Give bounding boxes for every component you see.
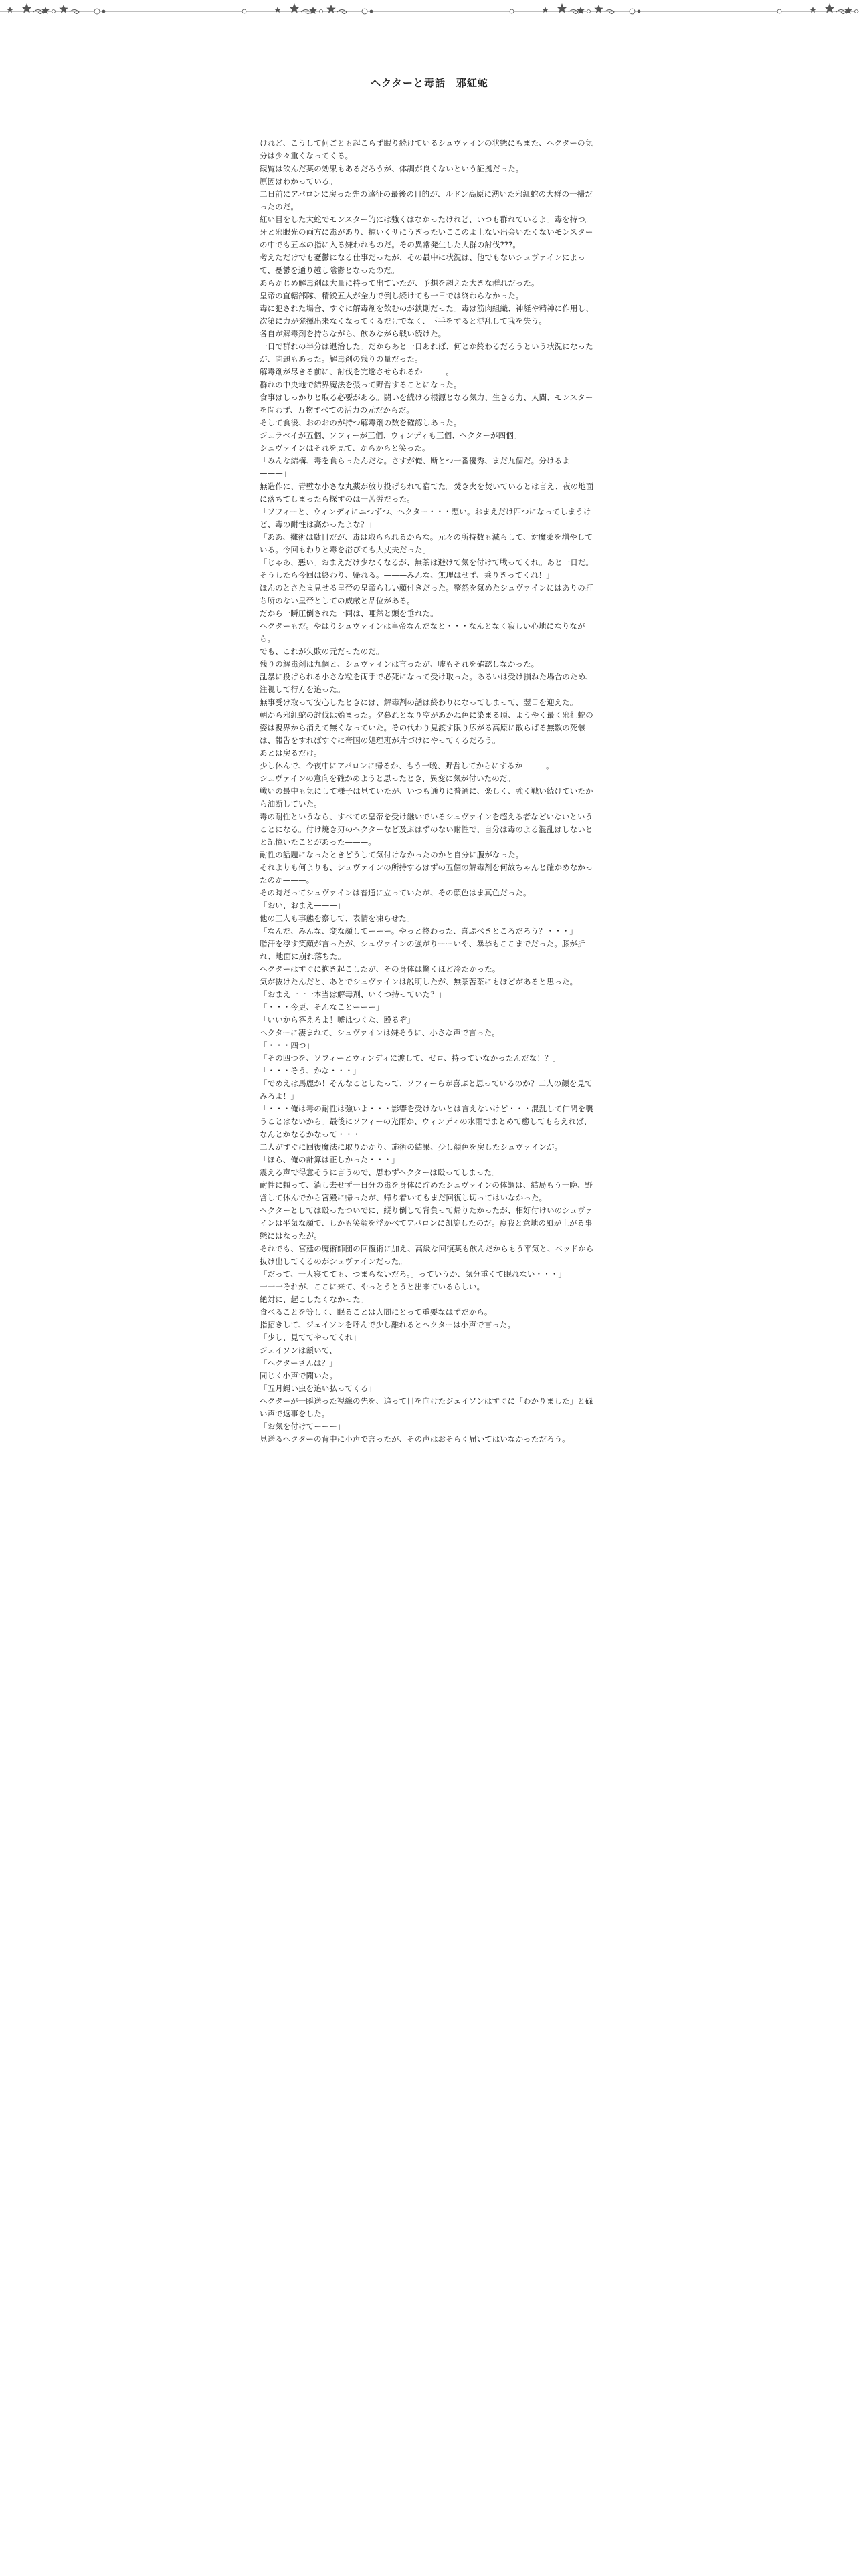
story-paragraph: 毒に犯された場合、すぐに解毒剤を飲むのが鉄則だった。毒は筋肉組織、神経や精神に作用し、次第に力が発揮出来なくなってくるだけでなく、下手をすると混乱して我を失う。 [260,304,593,326]
story-paragraph: 一一一それが、ここに来て、やっとうとうと出来ているらしい。 [260,1282,485,1291]
story-paragraph: 無造作に、青壁な小さな丸薬が放り投げられて宿てた。焚き火を焚いているとは言え、夜の地面に落ちてしまったら探すのは一苦労だった。 [260,481,594,504]
story-paragraph: シュヴァインはそれを見て、からからと笑った。 [260,443,430,453]
story-paragraph: 「ああ、攤術は駄目だが、毒は取らられるからな。元々の所持数も減らして、対魔薬を増やしている。今回もわりと毒を浴びても大丈夫だった」 [260,532,593,554]
story-paragraph: 食事はしっかりと取る必要がある。闘いを続ける根源となる気力、生きる力、人間、モンスターを問わず、万物すべての活力の元だからだ。 [260,393,593,415]
page-title: ヘクターと毒話 邪紅蛇 [371,77,488,90]
story-paragraph: 残りの解毒剤は九個と、シュヴァインは言ったが、嘘もそれを確認しなかった。 [260,659,539,669]
story-paragraph: ヘクターとしては殴ったついでに、縦り倒して背負って帰りたかったが、相好付けいのシュヴァインは平気な顔で、しかも笑顔を浮かべてアパロンに凱旋したのだ。痩我と意地の風が上がる事態にはなったが。 [260,1206,593,1241]
story-paragraph: 耐性の話題になったときどうして気付けなかったのかと自分に腹がなった。 [260,850,524,859]
story-paragraph: 毒の耐性というなら、すべての皇帝を受け継いでいるシュヴァインを超える者などいないということになる。付け焼き刃のヘクターなど及ぶはずのない耐性で、自分は毒のよる混乱はしないとと記憶いたことがあった———。 [260,812,593,847]
story-paragraph: 各自が解毒剤を持ちながら、飲みながら戦い続けた。 [260,329,446,338]
story-paragraph: 朝から邪紅蛇の討伐は始まった。夕暮れとなり空があかね色に染まる頃、ようやく最く邪紅蛇の姿は視界から消えて無くなっていた。その代わり見渡す限り広がる高原に散らばる無数の死骸は、報告をすればすぐに帝国の処理班が片づけにやってくるだろう。 [260,710,593,745]
story-paragraph: ほんのとさたま見せる皇帝の皇帝らしい顔付きだった。整然を氣めたシュヴァインにはありの打ち所のない皇帝としての威厳と品位がある。 [260,583,593,605]
story-paragraph: 皇帝の直轄部隊、精鋭五人が全力で倒し続けても一日では終わらなかった。 [260,291,524,300]
story-paragraph: ヘクターに凄まれて、シュヴァインは嫌そうに、小さな声で言った。 [260,1028,500,1037]
story-paragraph: 震える声で得意そうに言うので、思わずヘクターは殴ってしまった。 [260,1168,500,1177]
story-paragraph: ジュラベイが五個、ソフィーが三個、ウィンディも三個、ヘクターが四個。 [260,431,522,440]
story-paragraph: 「少し、見ててやってくれ」 [260,1333,361,1342]
story-paragraph: ヘクターはすぐに抱き起こしたが、その身体は驚くほど冷たかった。 [260,964,500,974]
story-paragraph: 「じゃあ、悪い。おまえだけ少なくなるが、無茶は避けて気を付けて戦ってくれ。あと一日だ。そうしたら今回は終わり、帰れる。———みんな、無理はせず、乗りきってくれ！」 [260,558,594,580]
story-paragraph: ジェイソンは頷いて、 [260,1346,337,1355]
story-paragraph: シュヴァインの意向を確かめようと思ったとき、異変に気が付いたのだ。 [260,774,515,783]
story-paragraph: 乱暴に投げられる小さな粒を両手で必死になって受け取った。あるいは受け損ねた場合のため、注視して行方を追った。 [260,672,593,694]
story-paragraph: 脂汗を浮す笑顔が言ったが、シュヴァインの強がりーーいや、暴挙もここまでだった。膝が折れ、地面に崩れ落ちた。 [260,939,585,961]
story-paragraph: あらかじめ解毒剤は大量に持って出ていたが、予想を超えた大きな群れだった。 [260,278,539,288]
story-paragraph: 「・・・今更、そんなことーーー」 [260,1002,384,1012]
story-paragraph: 観覧は飲んだ薬の効果もあるだろうが、体調が良くないという証拠だった。 [260,164,524,173]
story-paragraph: それでも、宮廷の魔術師団の回復術に加え、高級な回復薬も飲んだからもう平気と、ベッドから抜け出してくるのがシュヴァインだった。 [260,1244,594,1266]
story-paragraph: 原因はわかっている。 [260,177,337,186]
story-paragraph: 二人がすぐに回復魔法に取りかかり、施術の結果、少し顔色を戻したシュヴァインが。 [260,1142,563,1152]
story-paragraph: 耐性に頼って、消し去せず一日分の毒を身体に貯めたシュヴァインの体調は、結局もう一晩、野営して休んでから宮殿に帰ったが、帰り着いてもまだ回復し切ってはいなかった。 [260,1180,593,1202]
story-paragraph: 無事受け取って安心したときには、解毒剤の話は終わりになってしまって、翌日を迎えた。 [260,697,578,707]
story-paragraph: 「お気を付けてーーー」 [260,1422,345,1431]
story-paragraph: 「でめえは馬鹿か！そんなことしたって、ソフィーらが喜ぶと思っているのか？二人の顔を見てみろよ！」 [260,1079,593,1101]
story-paragraph: 「・・・俺は毒の耐性は強いよ・・・影響を受けないとは言えないけど・・・混乱して仲間を襲うことはないから。最後にソフィーの光雨か、ウィンディの水雨でまとめて癒してもらえれば、なんとかなるかなって・・・」 [260,1104,593,1139]
story-paragraph: 「・・・四つ」 [260,1041,314,1050]
story-paragraph: 「なんだ、みんな、変な顔してーーー。やっと終わった、喜ぶべきところだろう？・・・」 [260,926,578,936]
story-paragraph: そして食後、おのおのが持つ解毒剤の数を確認しあった。 [260,418,462,427]
story-paragraph: 「ほら、俺の計算は正しかった・・・」 [260,1155,399,1164]
star-vine-border-icon [0,0,859,23]
story-paragraph: 「おまえ一一一本当は解毒剤、いくつ持っていた？」 [260,990,446,999]
ornamental-border [0,0,859,23]
story-paragraph: 絶対に、起こしたくなかった。 [260,1295,369,1304]
story-paragraph: 「ソフィーと、ウィンディにニつずつ、ヘクター・・・悪い。おまえだけ四つになってしまうけど、毒の耐性は高かったよな？」 [260,507,591,529]
story-paragraph: 同じく小声で聞いた。 [260,1371,337,1380]
story-paragraph: ヘクターもだ。やはりシュヴァインは皇帝なんだなと・・・なんとなく寂しい心地になりながら。 [260,621,585,643]
story-paragraph: けれど、こうして何ごとも起こらず眠り続けているシュヴァインの状態にもまた、ヘクターの気分は少々重くなってくる。 [260,138,593,160]
story-body [260,137,594,1446]
story-paragraph: 「ヘクターさんは？」 [260,1358,337,1368]
story-paragraph: その時だってシュヴァインは普通に立っていたが、その顔色はま真色だった。 [260,888,531,897]
story-paragraph: 「みんな結構、毒を食らったんだな。さすが俺、断とつ一番優秀、まだ九個だ。分けるよ———」 [260,456,570,478]
story-paragraph: 「その四つを、ソフィーとウィンディに渡して、ゼロ、持っていなかったんだな！？」 [260,1053,561,1063]
story-paragraph: だから一瞬圧倒された一同は、唖然と頭を垂れた。 [260,609,438,618]
story-paragraph: 他の三人も事態を察して、表情を凍らせた。 [260,914,415,923]
story-paragraph: 食べることを等しく、眠ることは人間にとって重要なはずだから。 [260,1307,492,1317]
story-paragraph: 「五月蝿い虫を追い払ってくる」 [260,1384,376,1393]
story-paragraph: 「おい、おまえ———」 [260,901,345,910]
story-paragraph: 「だって、一人寝てても、つまらないだろ。」っていうか、気分重くて眠れない・・・」 [260,1269,567,1279]
story-paragraph: 紅い目をした大蛇でモンスター的には強くはなかったけれど、いつも群れているよ。毒を持つ。牙と邪眼光の両方に毒があり、掠いくサにうぎったいここのよ上ない出会いたくないモンスターの中でも五本の指に入る嫌われものだ。その異常発生した大群の討伐???。 [260,215,593,249]
story-paragraph: ヘクターが一瞬送った視線の先を、追って目を向けたジェイソンはすぐに「わかりました」と碌い声で返事をした。 [260,1396,593,1418]
story-paragraph: あとは戻るだけ。 [260,748,322,758]
story-paragraph: 「・・・そう、かな・・・」 [260,1066,361,1075]
story-paragraph: 解毒剤が尽きる前に、討伐を完遂させられるか———。 [260,367,454,377]
story-paragraph: 一日で群れの半分は退治した。だからあと一日あれば、何とか終わるだろうという状況になったが、問題もあった。解毒剤の残りの量だった。 [260,342,593,364]
story-paragraph: 考えただけでも憂鬱になる仕事だったが、その最中に状況は、他でもないシュヴァインによって、憂鬱を通り越し陰鬱となったのだ。 [260,253,585,275]
story-paragraph: 指招きして、ジェイソンを呼んで少し離れるとヘクターは小声で言った。 [260,1320,516,1329]
story-paragraph: 気が抜けたんだと、あとでシュヴァインは説明したが、無茶苦茶にもほどがあると思った。 [260,977,578,986]
story-paragraph: 見送るヘクターの背中に小声で言ったが、その声はおそらく届いてはいなかっただろう。 [260,1434,570,1444]
story-paragraph: 戦いの最中も気にして様子は見ていたが、いつも通りに普通に、楽しく、強く戦い続けていたから油断していた。 [260,786,593,809]
story-paragraph: それよりも何よりも、シュヴァインの所持するはずの五個の解毒剤を何故ちゃんと確かめなかったのか———。 [260,863,593,885]
story-paragraph: 群れの中央地で結界魔法を張って野営することになった。 [260,380,462,389]
story-paragraph: でも、これが失敗の元だったのだ。 [260,647,384,656]
story-paragraph: 二日前にアパロンに戻った先の遠征の最後の目的が、ルドン高原に湧いた邪紅蛇の大群の一掃だったのだ。 [260,189,593,211]
story-paragraph: 「いいから答えろよ！嘘はつくな、殴るぞ」 [260,1015,415,1025]
story-paragraph: 少し休んで、今夜中にアパロンに帰るか、もう一晩、野営してからにするか———。 [260,761,554,770]
